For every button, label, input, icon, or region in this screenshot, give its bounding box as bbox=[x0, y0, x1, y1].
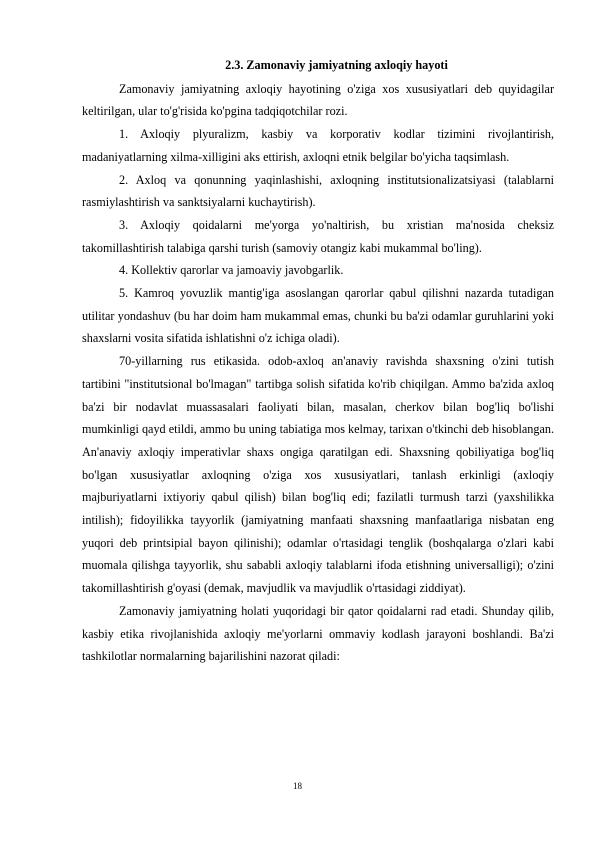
paragraph-item-1: 1. Axloqiy plyuralizm, kasbiy va korporativ kodlar tizimini rivojlantirish, madaniyatlarning xilma-xilligini aks ettirish, axloqni etnik belgilar bo'yicha taqsimlash. bbox=[82, 127, 554, 164]
paragraph-item-3: 3. Axloqiy qoidalarni me'yorga yo'naltirish, bu xristian ma'nosida cheksiz takomillashtirish talabiga qarshi turish (samoviy otangiz kabi mukammal bo'ling). bbox=[82, 217, 554, 255]
page-content bbox=[82, 54, 554, 668]
paragraph-70s-ethics: 70-yillarning rus etikasida. odob-axloq an'anaviy ravishda shaxsning o'zini tutish tartibini "institutsional bo'lmagan" tartibga solish sifatida ko'rib chiqilgan. Ammo ba'zida axloq ba'zi bir nodavlat muassasalari faoliyati bilan, masalan, cherkov bilan bog'liq bo'lishi mumkinligi qayd etildi, ammo bu uning tabiatiga mos kelmay, tarixan o'tkinchi deb hisoblangan. An'anaviy axloqiy imperativlar shaxs ongiga qaratilgan edi. Shaxsning qobiliyatiga bog'liq bo'lgan xususiyatlar axloqning o'ziga xos xususiyatlari, tanlash erkinligi (axloqiy majburiyatlarni ixtiyoriy qabul qilish) bilan bog'liq edi; fazilatli turmush tarzi (yaxshilikka intilish); fidoyilikka tayyorlik (jamiyatning manfaati shaxsning manfaatlariga nisbatan eng yuqori deb printsipial bayon qilinishi); odamlar o'rtasidagi tenglik (boshqalarga o'zlari kabi muomala qilishga tayyorlik, shu sababli axloqiy talablarni ifoda etishning universalligi); o'zini takomillashtirish g'oyasi (demak, mavjudlik va mavjudlik o'rtasidagi ziddiyat). bbox=[82, 354, 554, 596]
paragraph-modern-society: Zamonaviy jamiyatning holati yuqoridagi bir qator qoidalarni rad etadi. Shunday qilib, kasbiy etika rivojlanishida axloqiy me'yorlarni ommaviy kodlash jarayoni boshlandi. Ba'zi tashkilotlar normalarning bajarilishini nazorat qiladi: bbox=[82, 603, 554, 664]
paragraph-item-2: 2. Axloq va qonunning yaqinlashishi, axloqning institutsionalizatsiyasi (talablarni rasmiylashtirish va sanktsiyalarni kuchaytirish). bbox=[82, 172, 554, 210]
paragraph-intro bbox=[82, 78, 554, 123]
paragraph-item-5: 5. Kamroq yovuzlik mantig'iga asoslangan qarorlar qabul qilishni nazarda tutadigan utilitar yondashuv (bu har doim ham mukammal emas, chunki bu ba'zi odamlar guruhlarini yoki shaxslarni vosita sifatida ishlatishni o'z ichiga oladi). bbox=[82, 286, 554, 346]
paragraph-item-4: 4. Kollektiv qarorlar va jamoaviy javobgarlik. bbox=[119, 263, 344, 278]
paragraph-text: Zamonaviy jamiyatning axloqiy hayotining o'ziga xos xususiyatlari deb quyidagilar keltirilgan, ular to'g'risida ko'pgina tadqiqotchilar rozi. bbox=[82, 81, 554, 119]
section-title: 2.3. Zamonaviy jamiyatning axloqiy hayoti bbox=[225, 58, 448, 72]
page-number: 18 bbox=[293, 781, 302, 791]
